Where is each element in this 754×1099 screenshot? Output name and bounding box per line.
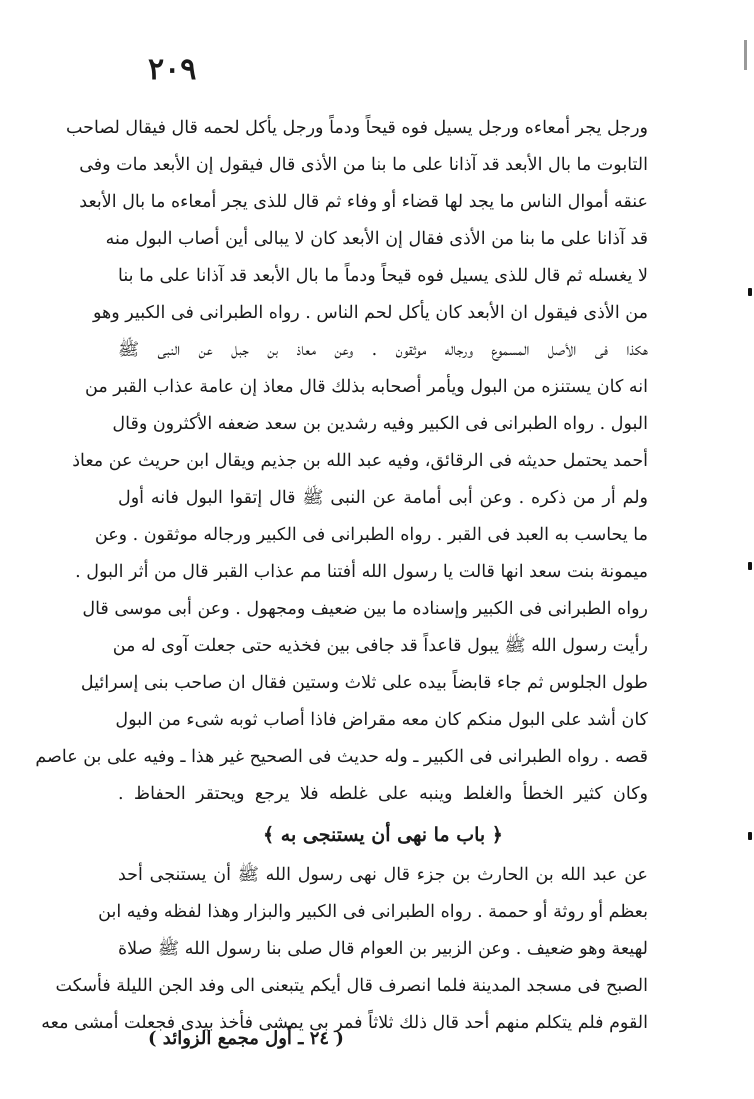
text-line: عنقه أموال الناس ما يجد لها قضاء أو وفاء ثم قال للذى يجر أمعاءه ما بال الأبعد (79, 192, 648, 212)
text-line: قصه . رواه الطبرانى فى الكبير ـ وله حديث فى الصحيح غير هذا ـ وفيه على بن عاصم (35, 747, 648, 767)
section-heading: ﴿ باب ما نهى أن يستنجى به ﴾ (263, 824, 503, 846)
text-line: انه كان يستنزه من البول ويأمر أصحابه بذلك قال معاذ إن عامة عذاب القبر من (85, 377, 648, 397)
text-line: ميمونة بنت سعد انها قالت يا رسول الله أفتنا مم عذاب القبر قال من أثر البول . (75, 562, 648, 582)
page-footer-signature: ( ٢٤ ـ أول مجمع الزوائد ) (148, 1028, 344, 1049)
page-body (35, 110, 648, 1042)
text-line: طول الجلوس ثم جاء قابضاً بيده على ثلاث وستين فقال ان صاحب بنى إسرائيل (80, 673, 648, 693)
text-line: وكان كثير الخطأ والغلط وينبه على غلطه فلا يرجع ويحتقر الحفاظ . (118, 784, 648, 804)
scan-edge-mark (748, 832, 752, 840)
text-line: لهيعة وهو ضعيف . وعن الزبير بن العوام قال صلى بنا رسول الله ﷺ صلاة (118, 939, 648, 959)
text-line: لا يغسله ثم قال للذى يسيل فوه قيحاً ودماً ما بال الأبعد قد آذانا على ما بنا (118, 266, 648, 286)
text-line: هكذا فى الأصل المسموع ورجاله موثقون . وعن معاذ بن جبل عن النبى ﷺ (118, 340, 648, 360)
scan-edge-mark (748, 562, 752, 570)
text-line: قد آذانا على ما بنا من الأذى فقال إن الأبعد كان لا يبالى أين أصاب البول منه (105, 229, 648, 249)
text-line: من الأذى فيقول ان الأبعد كان يأكل لحم الناس . رواه الطبرانى فى الكبير وهو (92, 303, 648, 323)
text-line: رأيت رسول الله ﷺ يبول قاعداً قد جافى بين فخذيه حتى جعلت آوى له من (112, 636, 648, 656)
text-line: ورجل يجر أمعاءه ورجل يسيل فوه قيحاً ودماً ورجل يأكل لحمه قال فيقال لصاحب (66, 118, 648, 138)
text-line: التابوت ما بال الأبعد قد آذانا على ما بنا من الأذى قال فيقول إن الأبعد مات وفى (79, 155, 648, 175)
text-line: بعظم أو روثة أو حممة . رواه الطبرانى فى الكبير والبزار وهذا لفظه وفيه ابن (98, 902, 648, 922)
text-line: الصبح فى مسجد المدينة فلما انصرف قال أيكم يتبعنى الى وفد الجن الليلة فأسكت (55, 976, 648, 996)
text-line: القوم فلم يتكلم منهم أحد قال ذلك ثلاثاً فمر بى يمشى فأخذ بيدى فجعلت أمشى معه (41, 1013, 648, 1033)
text-line: رواه الطبرانى فى الكبير وإسناده ما بين ضعيف ومجهول . وعن أبى موسى قال (82, 599, 648, 619)
text-line: أحمد يحتمل حديثه فى الرقائق، وفيه عبد الله بن جذيم ويقال ابن حريث عن معاذ (72, 451, 648, 471)
page-number: ٢٠٩ (148, 52, 197, 87)
scan-edge-mark (748, 288, 752, 296)
scan-edge-shadow (744, 40, 747, 70)
text-line: كان أشد على البول منكم كان معه مقراض فاذا أصاب ثوبه شىء من البول (115, 710, 648, 730)
text-line: ما يحاسب به العبد فى القبر . رواه الطبرانى فى الكبير ورجاله موثقون . وعن (94, 525, 648, 545)
text-line: عن عبد الله بن الحارث بن جزء قال نهى رسول الله ﷺ أن يستنجى أحد (118, 865, 648, 885)
text-line: البول . رواه الطبرانى فى الكبير وفيه رشدين بن سعد ضعفه الأكثرون وقال (112, 414, 648, 434)
text-line: ولم أر من ذكره . وعن أبى أمامة عن النبى ﷺ قال إتقوا البول فانه أول (118, 488, 648, 508)
